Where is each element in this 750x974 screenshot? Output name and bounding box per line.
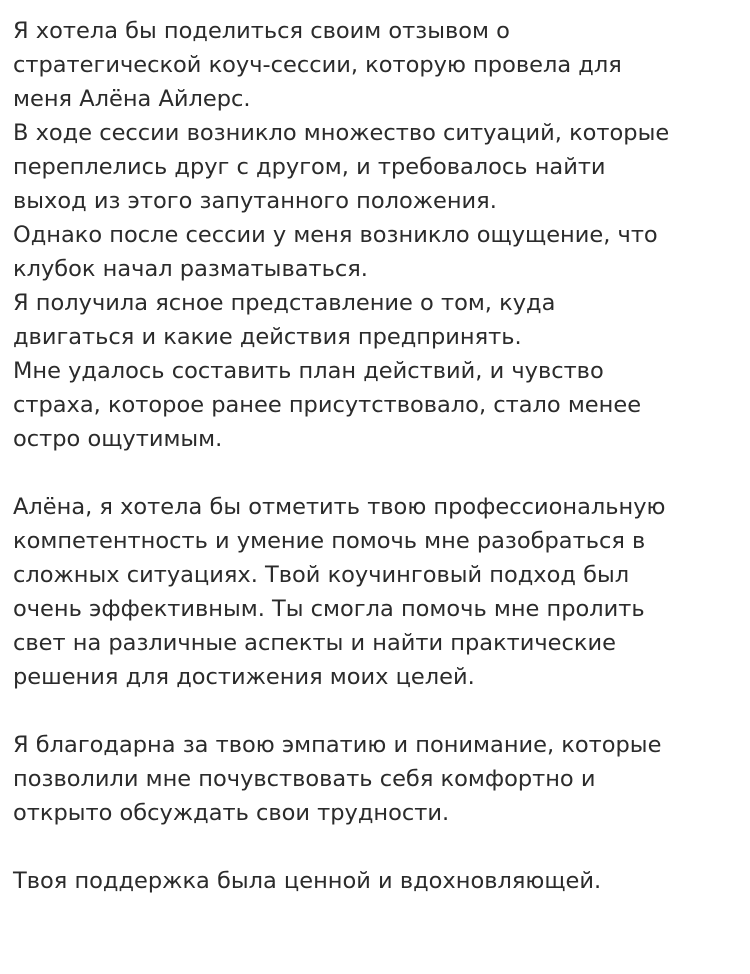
paragraph-gap bbox=[13, 694, 737, 728]
paragraph-gap bbox=[13, 830, 737, 864]
paragraph-gap bbox=[13, 456, 737, 490]
text-line: Я благодарна за твою эмпатию и понимание, которые bbox=[13, 732, 662, 758]
text-line: решения для достижения моих целей. bbox=[13, 664, 475, 690]
text-line: Мне удалось составить план действий, и чувство bbox=[13, 358, 604, 384]
text-line: свет на различные аспекты и найти практические bbox=[13, 630, 616, 656]
text-line: Алёна, я хотела бы отметить твою профессиональную bbox=[13, 494, 666, 520]
text-line: остро ощутимым. bbox=[13, 426, 223, 452]
text-line: Однако после сессии у меня возникло ощущение, что bbox=[13, 222, 658, 248]
text-line: компетентность и умение помочь мне разобраться в bbox=[13, 528, 646, 554]
text-line: стратегической коуч-сессии, которую провела для bbox=[13, 52, 622, 78]
text-line: Твоя поддержка была ценной и вдохновляющей. bbox=[13, 868, 602, 894]
text-line: клубок начал разматываться. bbox=[13, 256, 368, 282]
text-line: меня Алёна Айлерс. bbox=[13, 86, 251, 112]
text-line: выход из этого запутанного положения. bbox=[13, 188, 497, 214]
text-line: переплелись друг с другом, и требовалось найти bbox=[13, 154, 606, 180]
text-line: страха, которое ранее присутствовало, стало менее bbox=[13, 392, 642, 418]
text-line: Я хотела бы поделиться своим отзывом о bbox=[13, 18, 510, 44]
text-line: очень эффективным. Ты смогла помочь мне пролить bbox=[13, 596, 645, 622]
text-line: сложных ситуациях. Твой коучинговый подход был bbox=[13, 562, 630, 588]
text-line: В ходе сессии возникло множество ситуаций, которые bbox=[13, 120, 670, 146]
text-line: Я получила ясное представление о том, куда bbox=[13, 290, 556, 316]
text-line: позволили мне почувствовать себя комфортно и bbox=[13, 766, 596, 792]
review-text bbox=[13, 14, 737, 898]
text-line: открыто обсуждать свои трудности. bbox=[13, 800, 450, 826]
text-line: двигаться и какие действия предпринять. bbox=[13, 324, 522, 350]
